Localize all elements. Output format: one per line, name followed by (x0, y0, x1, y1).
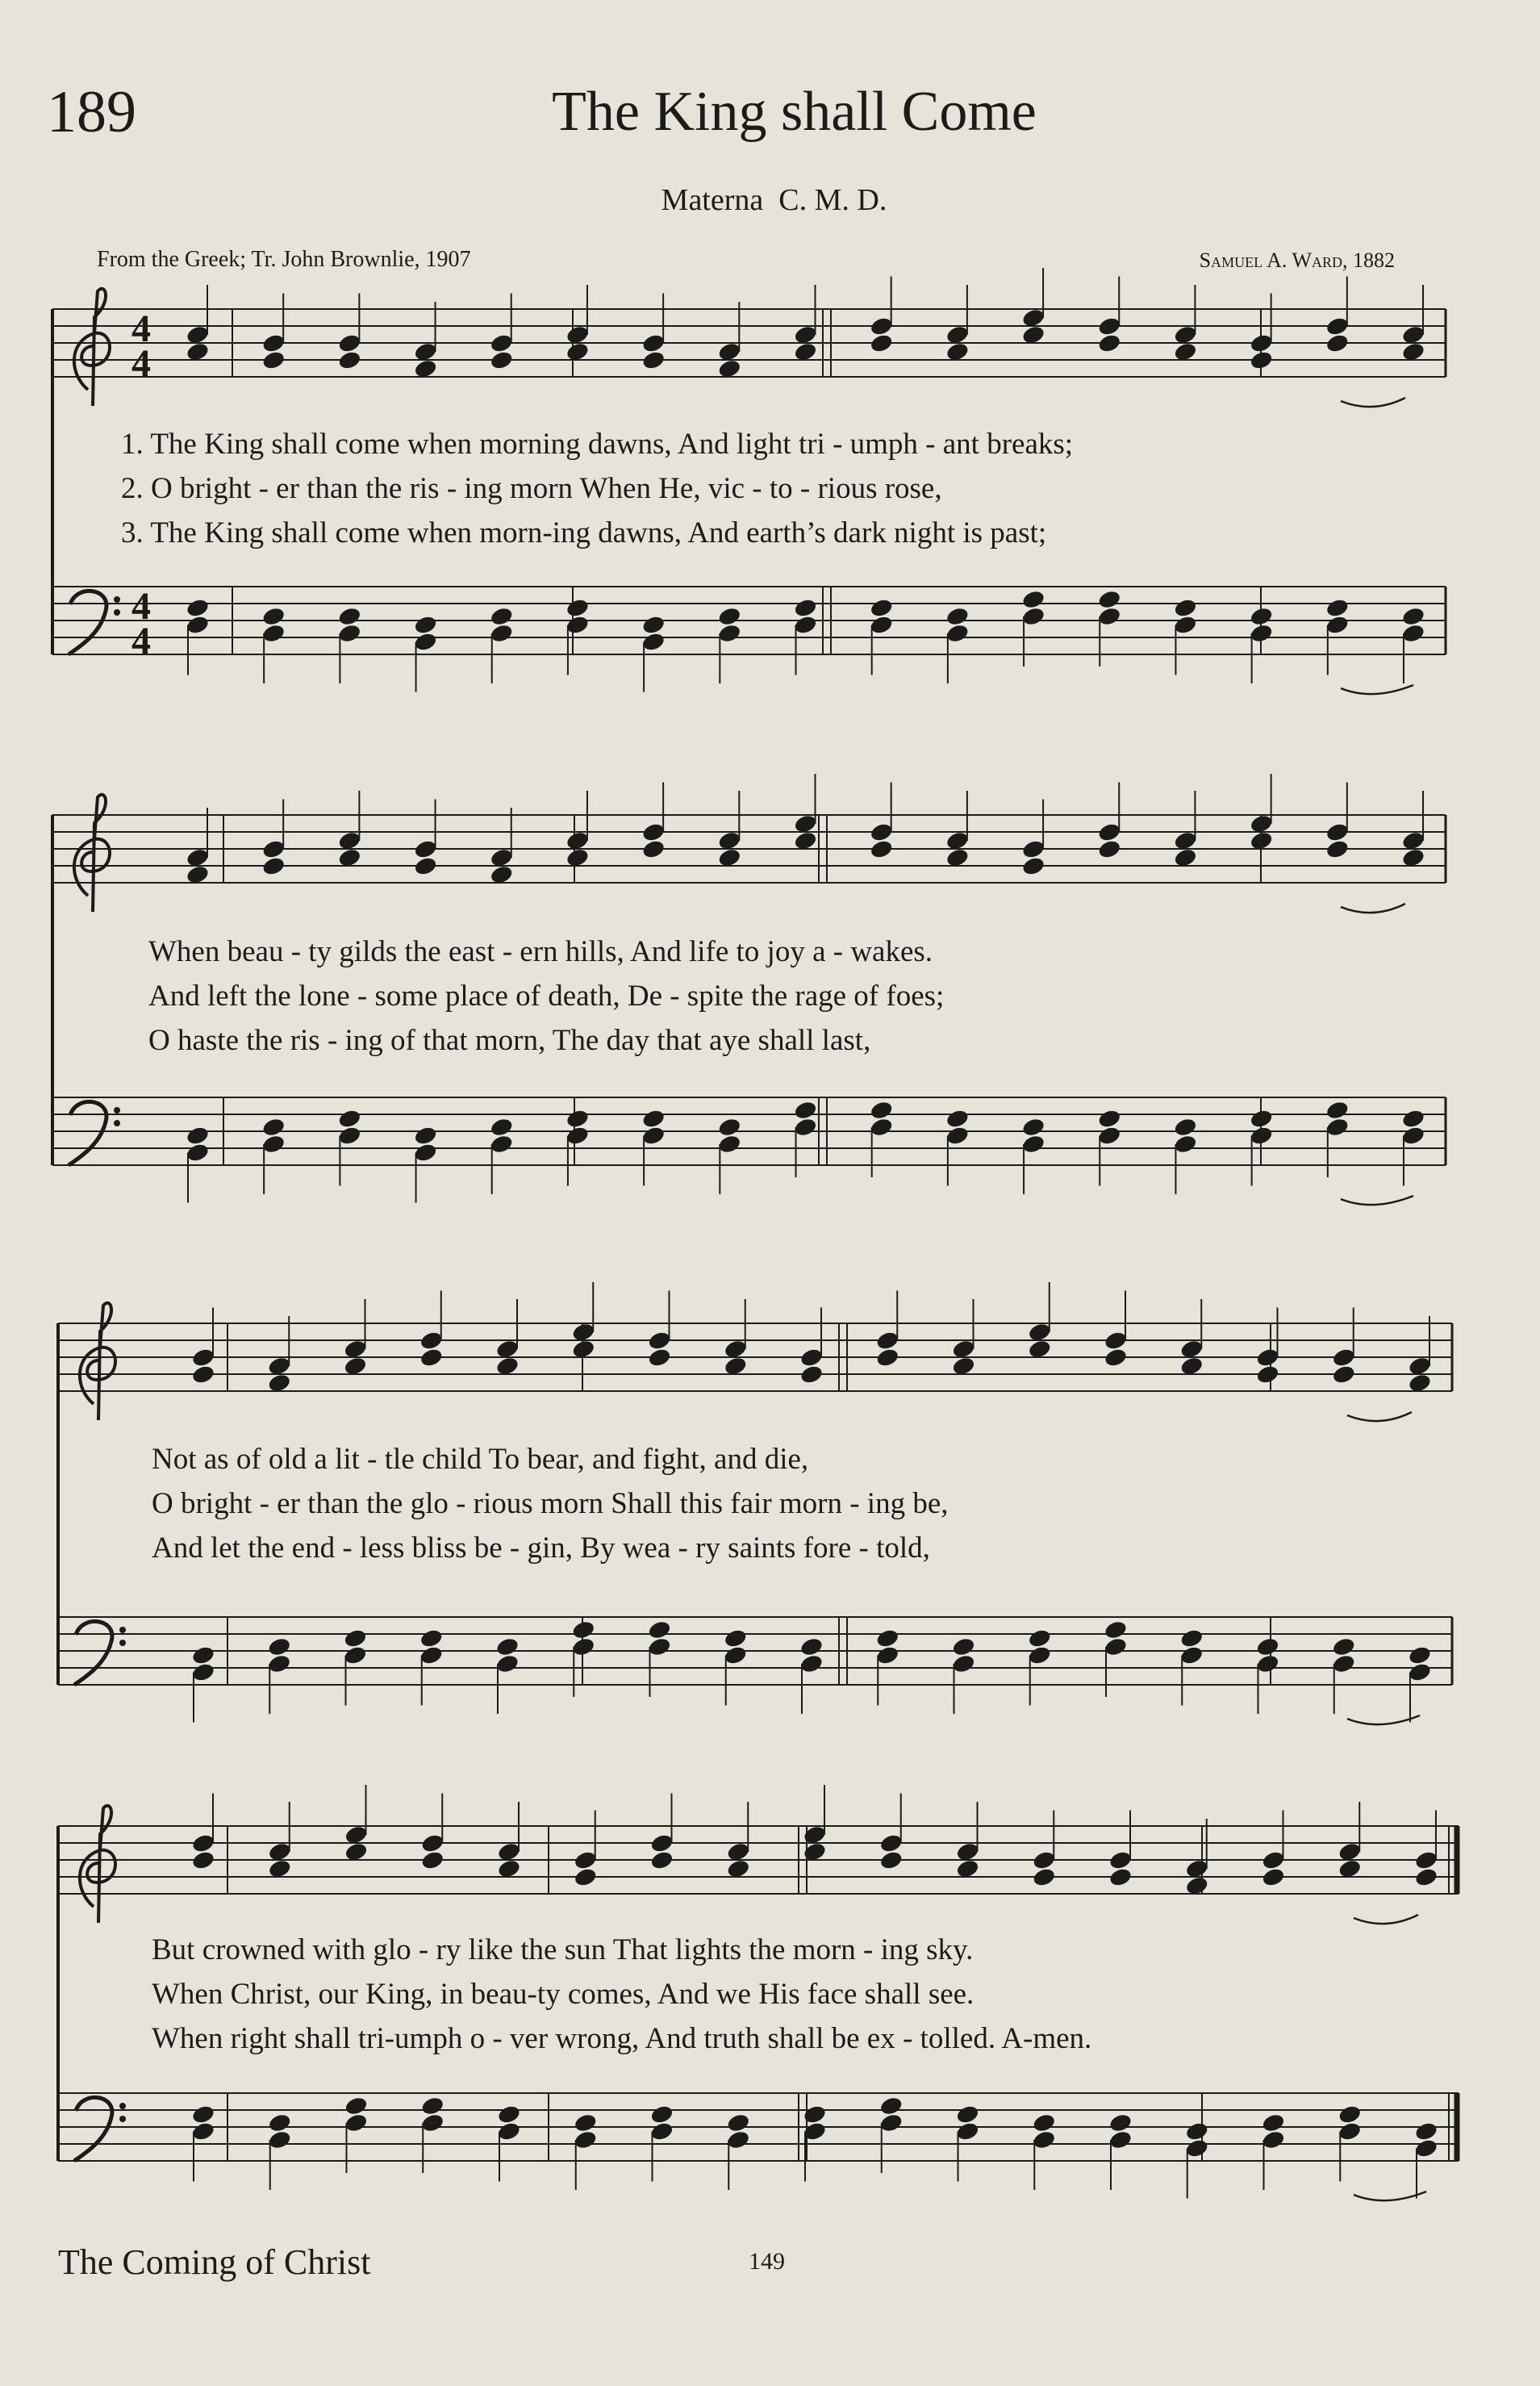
note-head (1331, 1364, 1356, 1385)
note-head (566, 614, 591, 635)
note-head (945, 1125, 970, 1146)
note-head (799, 1364, 824, 1385)
lyric-line: But crowned with glo - ry like the sun That lights the morn - ing sky. (152, 1933, 974, 1966)
note-head (726, 2129, 751, 2150)
note-head (413, 838, 438, 859)
note-head (955, 2121, 980, 2142)
note-head (489, 606, 514, 627)
note-head (337, 606, 362, 627)
note-head (1408, 1661, 1433, 1682)
time-signature-digit: 4 (131, 585, 151, 628)
note-head (793, 614, 818, 635)
note-head (641, 838, 666, 859)
note-head (955, 2104, 980, 2125)
treble-clef (80, 1303, 115, 1420)
lyric-line: When right shall tri-umph o - ver wrong, And truth shall be ex - tolled. A-men. (152, 2022, 1092, 2055)
lyric-line: 1. The King shall come when morning dawns, And light tri - umph - ant breaks; (121, 428, 1074, 461)
bass-clef (69, 591, 106, 654)
note-head (1021, 855, 1046, 876)
bass-clef-dot (119, 1640, 126, 1646)
note-head (573, 1866, 598, 1887)
note-head (1249, 623, 1274, 644)
note-head (1021, 589, 1046, 610)
lyric-line: 3. The King shall come when morn-ing dawns, And earth’s dark night is past; (121, 516, 1047, 549)
bass-clef-dot (119, 2103, 126, 2109)
bass-clef-dot (114, 596, 120, 603)
note-head (495, 1653, 520, 1674)
note-head (875, 1628, 900, 1648)
note-head (1104, 1636, 1129, 1657)
note-head (261, 1117, 286, 1138)
note-head (717, 623, 742, 644)
note-head (641, 631, 666, 652)
note-head (1032, 2129, 1057, 2150)
note-head (875, 1330, 900, 1351)
lyric-line: And let the end - less bliss be - gin, By wea - ry saints fore - told, (152, 1531, 930, 1565)
note-head (879, 1849, 904, 1870)
note-head (641, 349, 666, 370)
note-head (1401, 1108, 1426, 1129)
hymn-title: The King shall Come (552, 81, 1037, 143)
note-head (1249, 1108, 1274, 1129)
note-head (191, 1644, 216, 1665)
note-head (573, 2112, 598, 2133)
note-head (1325, 1100, 1350, 1121)
note-head (1097, 589, 1122, 610)
tie-arc (1341, 685, 1413, 694)
note-head (799, 1653, 824, 1674)
note-head (869, 315, 894, 336)
note-head (879, 1832, 904, 1853)
note-head (420, 2112, 445, 2133)
note-head (186, 597, 211, 618)
note-head (1104, 1347, 1129, 1368)
note-head (420, 1832, 445, 1853)
note-head (1414, 2137, 1439, 2158)
treble-clef (80, 1806, 115, 1923)
note-head (1021, 606, 1046, 627)
note-head (1325, 1117, 1350, 1138)
note-head (1108, 2112, 1133, 2133)
note-head (951, 1653, 976, 1674)
note-head (649, 2104, 674, 2125)
note-head (1173, 614, 1198, 635)
note-head (641, 1125, 666, 1146)
note-head (1331, 1347, 1356, 1368)
tie-arc (1341, 1196, 1413, 1205)
note-head (951, 1636, 976, 1657)
treble-clef (74, 795, 110, 912)
note-head (1255, 1653, 1280, 1674)
bass-clef-dot (114, 1120, 120, 1126)
note-head (869, 1100, 894, 1121)
note-head (1097, 1125, 1122, 1146)
note-head (267, 1653, 292, 1674)
note-head (489, 349, 514, 370)
note-head (261, 606, 286, 627)
meter: C. M. D. (778, 183, 887, 217)
note-head (1032, 2112, 1057, 2133)
note-head (343, 1628, 368, 1648)
note-head (1249, 1125, 1274, 1146)
note-head (1108, 1866, 1133, 1887)
note-head (420, 2096, 445, 2116)
note-head (497, 2121, 522, 2142)
time-signature-digit: 4 (131, 307, 151, 350)
treble-clef (74, 289, 110, 406)
note-head (869, 332, 894, 353)
note-head (945, 623, 970, 644)
note-head (1173, 1134, 1198, 1155)
note-head (489, 623, 514, 644)
time-signature-digit: 4 (131, 342, 151, 385)
note-head (647, 1636, 672, 1657)
note-head (647, 1347, 672, 1368)
note-head (1021, 1117, 1046, 1138)
note-head (1173, 597, 1198, 618)
note-head (566, 1108, 591, 1129)
note-head (1179, 1644, 1204, 1665)
note-head (267, 1636, 292, 1657)
note-head (649, 2121, 674, 2142)
note-head (267, 2129, 292, 2150)
note-head (191, 2121, 216, 2142)
tune-name: Materna (661, 183, 764, 217)
note-head (186, 1125, 211, 1146)
note-head (261, 1134, 286, 1155)
page-number: 149 (749, 2248, 785, 2275)
note-head (869, 597, 894, 618)
note-head (649, 1832, 674, 1853)
note-head (723, 1628, 748, 1648)
note-head (261, 623, 286, 644)
note-head (1255, 1364, 1280, 1385)
note-head (1401, 606, 1426, 627)
note-head (1097, 821, 1122, 842)
note-head (1104, 1619, 1129, 1640)
bass-clef (74, 2097, 112, 2161)
note-head (191, 1849, 216, 1870)
note-head (1414, 2121, 1439, 2142)
note-head (793, 1117, 818, 1138)
note-head (641, 332, 666, 353)
note-head (1184, 2121, 1209, 2142)
note-head (1255, 1636, 1280, 1657)
note-head (344, 2096, 369, 2116)
note-head (419, 1347, 444, 1368)
time-signature-digit: 4 (131, 620, 151, 662)
note-head (1179, 1628, 1204, 1648)
note-head (1021, 1134, 1046, 1155)
note-head (1255, 1347, 1280, 1368)
note-head (566, 597, 591, 618)
note-head (869, 1117, 894, 1138)
note-head (1331, 1636, 1356, 1657)
note-head (191, 1661, 216, 1682)
note-head (337, 1108, 362, 1129)
note-head (1338, 2104, 1363, 2125)
note-head (186, 1142, 211, 1163)
bass-clef-dot (119, 2116, 126, 2122)
note-head (489, 332, 514, 353)
note-head (1184, 2137, 1209, 2158)
note-head (419, 1330, 444, 1351)
note-head (717, 1117, 742, 1138)
note-head (337, 332, 362, 353)
note-head (1249, 349, 1274, 370)
note-head (1325, 838, 1350, 859)
note-head (1173, 1117, 1198, 1138)
note-head (1027, 1628, 1052, 1648)
note-head (869, 614, 894, 635)
note-head (879, 2112, 904, 2133)
note-head (1261, 1866, 1286, 1887)
note-head (261, 349, 286, 370)
note-head (1325, 315, 1350, 336)
note-head (186, 614, 211, 635)
note-head (875, 1644, 900, 1665)
note-head (1261, 1849, 1286, 1870)
note-head (261, 855, 286, 876)
words-credit: From the Greek; Tr. John Brownlie, 1907 (97, 247, 471, 272)
note-head (1414, 1866, 1439, 1887)
note-head (191, 1832, 216, 1853)
note-head (1032, 1866, 1057, 1887)
note-head (489, 1134, 514, 1155)
note-head (1325, 821, 1350, 842)
bass-clef (74, 1621, 112, 1685)
note-head (1249, 332, 1274, 353)
note-head (793, 597, 818, 618)
tie-arc (1354, 2192, 1426, 2200)
note-head (1414, 1849, 1439, 1870)
note-head (1021, 838, 1046, 859)
note-head (799, 1636, 824, 1657)
note-head (641, 614, 666, 635)
note-head (261, 332, 286, 353)
bass-clef (69, 1101, 106, 1165)
note-head (1108, 2129, 1133, 2150)
note-head (573, 2129, 598, 2150)
note-head (261, 838, 286, 859)
note-head (413, 1125, 438, 1146)
note-head (1097, 1108, 1122, 1129)
lyric-line: And left the lone - some place of death, De - spite the rage of foes; (148, 980, 945, 1013)
note-head (1027, 1644, 1052, 1665)
note-head (875, 1347, 900, 1368)
note-head (337, 1125, 362, 1146)
note-head (717, 606, 742, 627)
note-head (1261, 2129, 1286, 2150)
footer-section-title: The Coming of Christ (58, 2242, 371, 2282)
note-head (726, 2112, 751, 2133)
note-head (1097, 315, 1122, 336)
note-head (1261, 2112, 1286, 2133)
note-head (1108, 1849, 1133, 1870)
note-head (1401, 1125, 1426, 1146)
note-head (1097, 606, 1122, 627)
note-head (1325, 614, 1350, 635)
note-head (1097, 838, 1122, 859)
note-head (1325, 332, 1350, 353)
music-credit: Samuel A. Ward, 1882 (1199, 249, 1395, 272)
note-head (1097, 332, 1122, 353)
note-head (1325, 597, 1350, 618)
tie-arc (1347, 1412, 1412, 1421)
tie-arc (1354, 1915, 1418, 1924)
note-head (647, 1619, 672, 1640)
note-head (337, 349, 362, 370)
note-head (337, 623, 362, 644)
lyric-line: When beau - ty gilds the east - ern hills, And life to joy a - wakes. (148, 935, 933, 968)
lyric-line: O haste the ris - ing of that morn, The day that aye shall last, (148, 1024, 871, 1057)
note-head (717, 1134, 742, 1155)
tie-arc (1341, 398, 1405, 407)
note-head (1408, 1644, 1433, 1665)
note-head (413, 1142, 438, 1163)
note-head (1104, 1330, 1129, 1351)
bass-clef-dot (119, 1627, 126, 1633)
note-head (413, 614, 438, 635)
note-head (723, 1644, 748, 1665)
bass-clef-dot (114, 1107, 120, 1114)
lyric-line: O bright - er than the glo - rious morn Shall this fair morn - ing be, (152, 1487, 949, 1520)
note-head (497, 2104, 522, 2125)
note-head (413, 631, 438, 652)
tie-arc (1347, 1715, 1420, 1724)
note-head (419, 1644, 444, 1665)
note-head (641, 1108, 666, 1129)
note-head (191, 1364, 216, 1385)
note-head (1249, 606, 1274, 627)
hymn-number: 189 (47, 79, 136, 145)
note-head (647, 1330, 672, 1351)
note-head (879, 2096, 904, 2116)
note-head (641, 821, 666, 842)
lyric-line: 2. O bright - er than the ris - ing morn When He, vic - to - rious rose, (121, 472, 942, 505)
tie-arc (1341, 904, 1405, 913)
note-head (1401, 623, 1426, 644)
note-head (191, 2104, 216, 2125)
note-head (1338, 2121, 1363, 2142)
note-head (799, 1347, 824, 1368)
note-head (343, 1644, 368, 1665)
note-head (419, 1628, 444, 1648)
note-head (566, 1125, 591, 1146)
note-head (571, 1619, 596, 1640)
note-head (489, 1117, 514, 1138)
lyric-line: Not as of old a lit - tle child To bear, and fight, and die, (152, 1443, 809, 1476)
note-head (945, 1108, 970, 1129)
bass-clef-dot (114, 609, 120, 616)
note-head (869, 838, 894, 859)
note-head (869, 821, 894, 842)
note-head (495, 1636, 520, 1657)
note-head (793, 1100, 818, 1121)
note-head (191, 1347, 216, 1368)
note-head (344, 2112, 369, 2133)
note-head (1032, 1849, 1057, 1870)
lyric-line: When Christ, our King, in beau-ty comes, And we His face shall see. (152, 1978, 974, 2011)
note-head (573, 1849, 598, 1870)
note-head (420, 1849, 445, 1870)
note-head (1331, 1653, 1356, 1674)
note-head (945, 606, 970, 627)
note-head (649, 1849, 674, 1870)
note-head (571, 1636, 596, 1657)
note-head (267, 2112, 292, 2133)
note-head (413, 855, 438, 876)
